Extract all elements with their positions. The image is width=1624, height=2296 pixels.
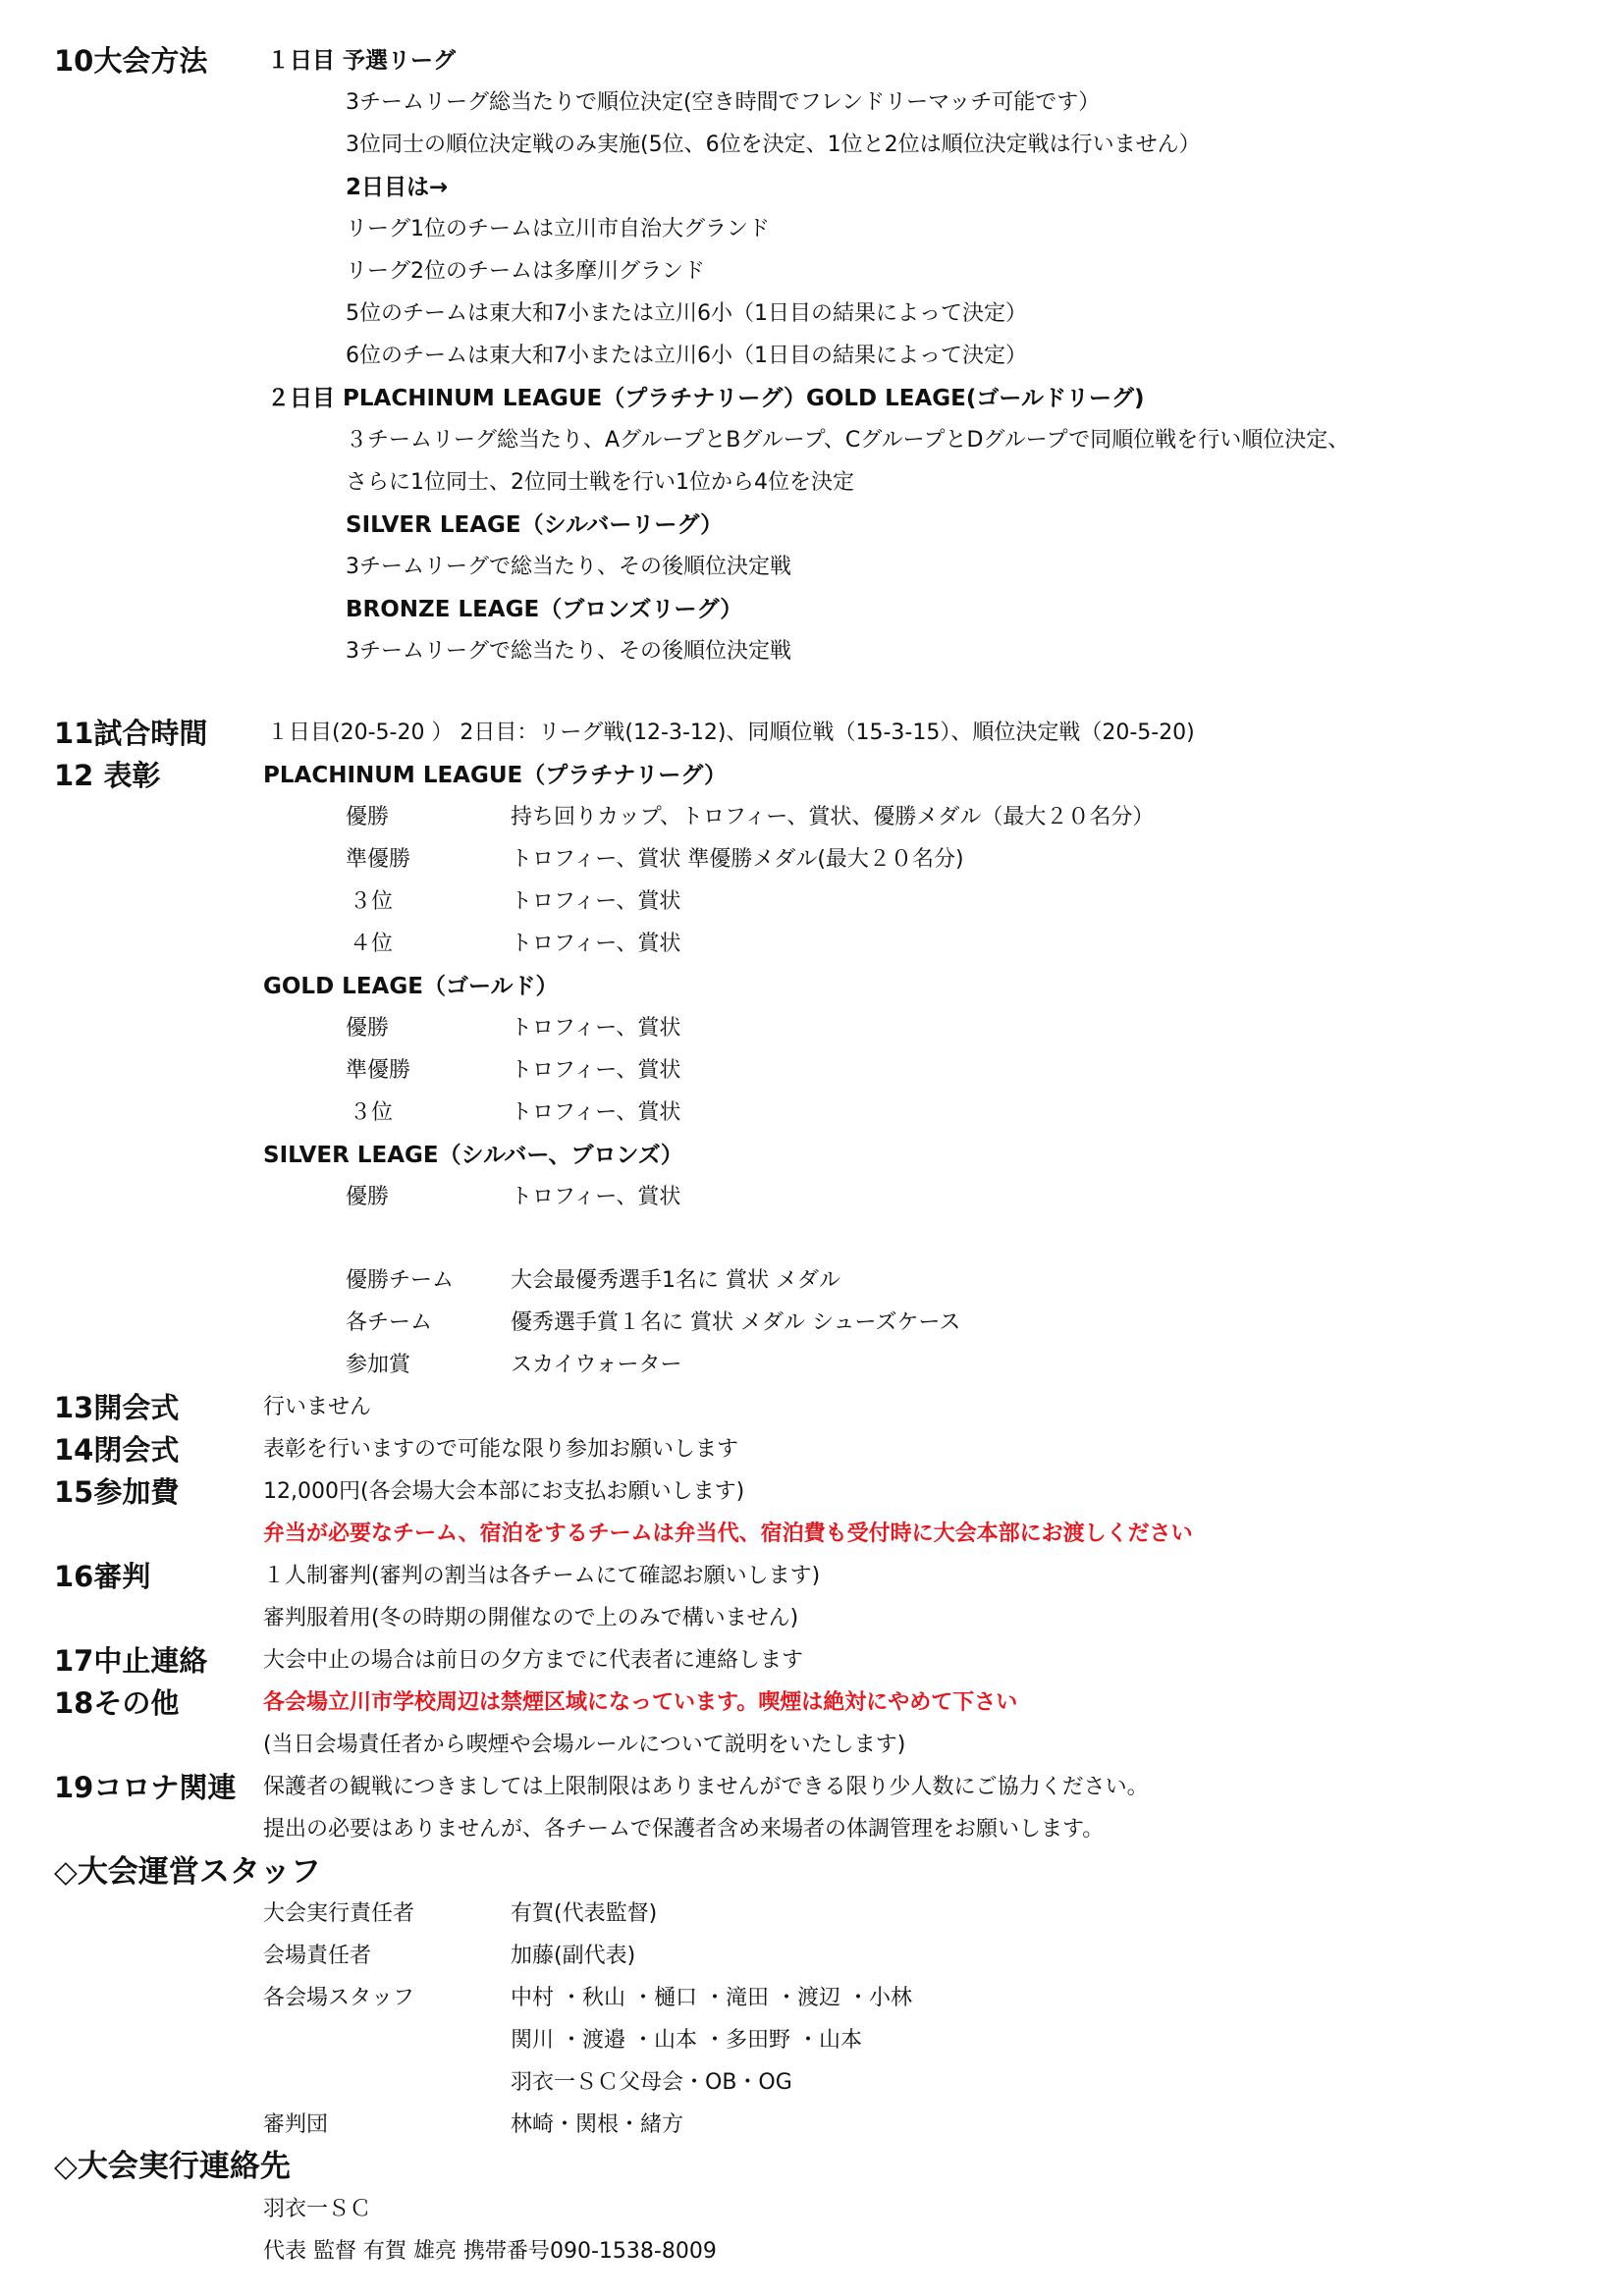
s10-line: リーグ1位のチームは立川市自治大グランド [346,217,770,241]
award-prize: トロフィー、賞状 準優勝メダル(最大２０名分) [511,847,964,872]
award-rank: ３位 [350,889,394,914]
staff-heading: ◇大会運営スタッフ [54,1854,321,1890]
staff-names: 中村 ・秋山 ・樋口 ・滝田 ・渡辺 ・小林 [511,1986,912,2010]
special-award-rank: 優勝チーム [346,1268,455,1293]
section-12-heading: 12 表彰 [54,759,161,792]
award-prize: トロフィー、賞状 [511,889,681,914]
contact-line: 代表 監督 有賀 雄亮 携帯番号090-1538-8009 [263,2239,717,2264]
s10-line: 6位のチームは東大和7小または立川6小（1日目の結果によって決定） [346,344,1027,368]
gold-label: GOLD LEAGE（ゴールド） [263,974,559,999]
award-rank: ４位 [350,932,394,956]
warning-text: 弁当が必要なチーム、宿泊をするチームは弁当代、宿泊費も受付時に大会本部にお渡しください [263,1522,1193,1546]
bronze-league-label: BRONZE LEAGE（ブロンズリーグ） [346,597,743,622]
staff-names: 林崎・関根・緒方 [511,2112,684,2137]
item-line: 12,000円(各会場大会本部にお支払お願いします) [263,1479,745,1504]
staff-role: 会場責任者 [263,1944,372,1968]
staff-role: 大会実行責任者 [263,1901,415,1926]
award-rank: 準優勝 [346,1058,411,1083]
section-15-heading: 15参加費 [54,1475,180,1509]
staff-names: 羽衣一ＳＣ父母会・OB・OG [511,2070,792,2095]
section-11-heading: 11試合時間 [54,717,208,750]
item-line: (当日会場責任者から喫煙や会場ルールについて説明をいたします) [263,1733,906,1757]
item-line: 審判服着用(冬の時期の開催なので上のみで構いません) [263,1606,799,1630]
platinum-label: PLACHINUM LEAGUE（プラチナリーグ） [263,763,727,788]
s10-line: 5位のチームは東大和7小または立川6小（1日目の結果によって決定） [346,301,1027,326]
item-line: 大会中止の場合は前日の夕方までに代表者に連絡します [263,1648,804,1673]
section-10-heading: 10大会方法 [54,44,208,78]
s10-day2-arrow: 2日目は→ [346,175,449,200]
item-line: 保護者の観戦につきましては上限制限はありませんができる限り少人数にご協力ください。 [263,1775,1149,1799]
section-16-heading: 16審判 [54,1560,151,1593]
item-line: 提出の必要はありませんが、各チームで保護者含め来場者の体調管理をお願いします。 [263,1817,1105,1842]
contact-org: 羽衣一ＳＣ [263,2197,372,2221]
award-rank: 優勝 [346,1016,390,1041]
staff-names: 加藤(副代表) [511,1944,636,1968]
award-prize: トロフィー、賞状 [511,1016,681,1041]
contact-heading: ◇大会実行連絡先 [54,2149,291,2184]
award-rank: 優勝 [346,1185,390,1209]
s10-line: 3チームリーグ総当たりで順位決定(空き時間でフレンドリーマッチ可能です） [346,90,1101,115]
silver-league-label: SILVER LEAGE（シルバーリーグ） [346,512,724,538]
section-14-heading: 14閉会式 [54,1433,180,1467]
s10-line: リーグ2位のチームは多摩川グランド [346,259,705,284]
award-prize: トロフィー、賞状 [511,932,681,956]
day1-label: １日目 予選リーグ [267,48,457,74]
section-18-heading: 18その他 [54,1686,180,1720]
award-prize: 持ち回りカップ、トロフィー、賞状、優勝メダル（最大２０名分） [511,805,1155,829]
special-award-rank: 各チーム [346,1310,433,1335]
special-award-prize: 優秀選手賞１名に 賞状 メダル シューズケース [511,1310,961,1335]
bronze-league-text: 3チームリーグで総当たり、その後順位決定戦 [346,639,791,664]
award-prize: トロフィー、賞状 [511,1058,681,1083]
award-prize: トロフィー、賞状 [511,1185,681,1209]
section-19-heading: 19コロナ関連 [54,1771,237,1804]
day2-label: ２日目 PLACHINUM LEAGUE（プラチナリーグ）GOLD LEAGE(ゴールドリーグ) [267,386,1145,411]
silver-league-text: 3チームリーグで総当たり、その後順位決定戦 [346,555,791,579]
warning-text: 各会場立川市学校周辺は禁煙区域になっています。喫煙は絶対にやめて下さい [263,1690,1018,1715]
silver-award-label: SILVER LEAGE（シルバー、ブロンズ） [263,1143,683,1168]
item-line: 行いません [263,1395,372,1419]
s10-line: 3位同士の順位決定戦のみ実施(5位、6位を決定、1位と2位は順位決定戦は行いません） [346,133,1201,157]
special-award-prize: 大会最優秀選手1名に 賞状 メダル [511,1268,840,1293]
award-rank: 準優勝 [346,847,411,872]
award-rank: ３位 [350,1100,394,1125]
special-award-rank: 参加賞 [346,1353,411,1377]
s10-day2-line: さらに1位同士、2位同士戦を行い1位から4位を決定 [346,470,854,495]
item-line: 表彰を行いますので可能な限り参加お願いします [263,1437,739,1462]
s10-day2-line: ３チームリーグ総当たり、AグループとBグループ、CグループとDグループで同順位戦を行い順位決定、 [346,428,1350,453]
staff-role: 審判団 [263,2112,329,2137]
staff-names: 有賀(代表監督) [511,1901,658,1926]
special-award-prize: スカイウォーター [511,1353,682,1377]
award-rank: 優勝 [346,805,390,829]
item-line: １人制審判(審判の割当は各チームにて確認お願いします) [263,1564,821,1588]
staff-names: 関川 ・渡邉 ・山本 ・多田野 ・山本 [511,2028,862,2053]
award-prize: トロフィー、賞状 [511,1100,681,1125]
staff-role: 各会場スタッフ [263,1986,415,2010]
section-13-heading: 13開会式 [54,1391,180,1424]
match-time-text: １日目(20-5-20 ） 2日目：リーグ戦(12-3-12)、同順位戦（15-3-15）、順位決定戦（20-5-20) [267,721,1195,745]
section-17-heading: 17中止連絡 [54,1644,208,1678]
